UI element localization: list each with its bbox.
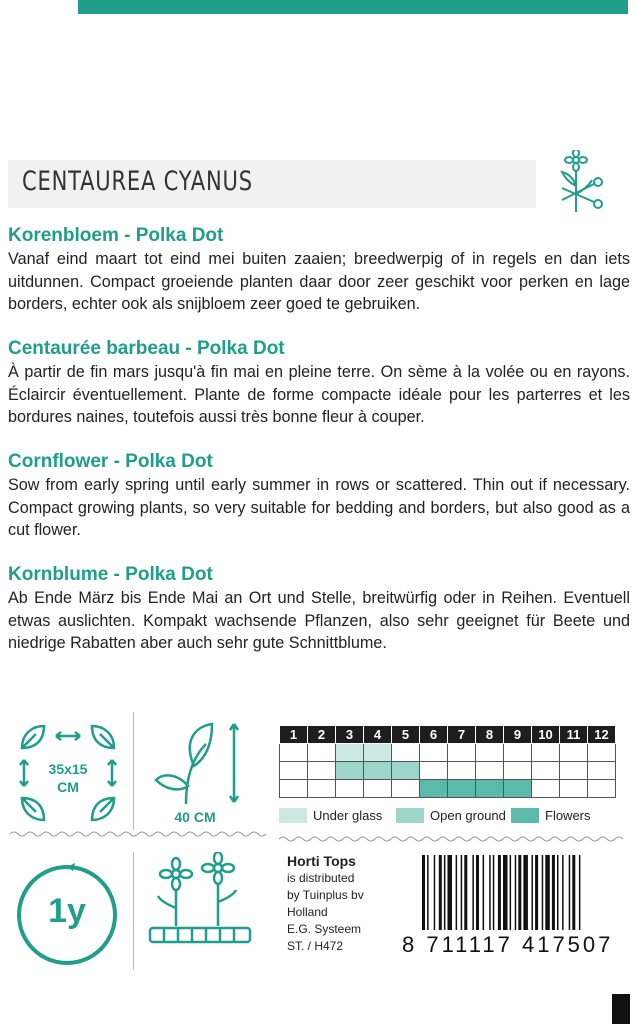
legend-swatch — [511, 808, 539, 823]
calendar-row — [280, 744, 616, 762]
barcode-bar — [545, 855, 550, 930]
wave-divider — [10, 830, 268, 838]
barcode-bar — [439, 855, 442, 930]
species-name: CENTAUREA CYANUS — [22, 166, 253, 197]
section-text: Vanaf eind maart tot eind mei buiten zaaien; breedwerpig of in regels en dan iets uitdunnen. Compact groeiende planten daar door zeer geschikt voor perken en lage borders, echter ook als snijbloem zeer goed te gebruiken. — [8, 250, 630, 313]
barcode-bar — [510, 855, 512, 930]
calendar-cell — [588, 762, 616, 780]
producer-line: is distributed — [287, 871, 355, 885]
section-title: Korenbloem - Polka Dot — [8, 225, 224, 246]
section-title: Cornflower - Polka Dot — [8, 451, 213, 472]
wave-divider — [279, 835, 624, 843]
barcode — [422, 855, 628, 930]
month-cell: 11 — [560, 726, 588, 744]
calendar-cell — [560, 762, 588, 780]
section-text: Sow from early spring until early summer in rows or scattered. Thin out if necessary. Compact growing plants, so very suitable for bedding and borders, but also good as a cut flower. — [8, 476, 630, 539]
calendar-cell — [280, 744, 308, 762]
plant-height-icon — [150, 718, 250, 808]
month-cell: 12 — [588, 726, 616, 744]
barcode-bar — [464, 855, 467, 930]
barcode-bar — [434, 855, 436, 930]
top-color-bar — [78, 0, 628, 14]
divider — [133, 712, 134, 830]
barcode-bar — [498, 855, 501, 930]
legend-label: Flowers — [545, 808, 591, 823]
legend-label: Under glass — [313, 808, 383, 823]
cycle-label: 1y — [48, 892, 86, 930]
barcode-bar — [444, 855, 446, 930]
barcode-number: 8 711117 417507 — [402, 932, 614, 957]
legend-swatch — [279, 808, 307, 823]
calendar-cell — [504, 780, 532, 798]
calendar-cell — [392, 780, 420, 798]
barcode-bar — [579, 855, 581, 930]
barcode-bar — [518, 855, 521, 930]
section-dutch — [8, 224, 630, 316]
calendar-row — [280, 762, 616, 780]
calendar-cell — [448, 762, 476, 780]
calendar-cell — [280, 762, 308, 780]
calendar-cell — [308, 780, 336, 798]
calendar-cell — [560, 744, 588, 762]
calendar-cell — [280, 780, 308, 798]
month-cell: 2 — [308, 726, 336, 744]
calendar-cell — [504, 762, 532, 780]
calendar-cell — [392, 762, 420, 780]
calendar-cell — [308, 762, 336, 780]
calendar-cell — [532, 744, 560, 762]
month-cell: 3 — [336, 726, 364, 744]
calendar-cell — [448, 744, 476, 762]
barcode-bar — [532, 855, 534, 930]
calendar-cell — [476, 762, 504, 780]
barcode-bar — [557, 855, 559, 930]
barcode-bar — [483, 855, 485, 930]
calendar-cell — [448, 780, 476, 798]
calendar-cell — [364, 744, 392, 762]
calendar-cell — [336, 780, 364, 798]
seedling-tray-icon — [146, 852, 256, 952]
calendar-cell — [308, 744, 336, 762]
divider — [133, 852, 134, 970]
sowing-calendar — [279, 725, 616, 798]
calendar-cell — [588, 744, 616, 762]
cut-flower-icon — [550, 150, 606, 216]
producer-line: E.G. Systeem — [287, 922, 362, 936]
barcode-bar — [515, 855, 517, 930]
section-title: Kornblume - Polka Dot — [8, 564, 213, 585]
month-cell: 6 — [420, 726, 448, 744]
producer-line: by Tuinplus bv — [287, 888, 364, 902]
legend-swatch — [396, 808, 424, 823]
height-label: 40 CM — [174, 809, 216, 825]
section-english — [8, 450, 630, 542]
calendar-cell — [532, 780, 560, 798]
barcode-bar — [427, 855, 429, 930]
calendar-row — [280, 780, 616, 798]
month-cell: 1 — [280, 726, 308, 744]
calendar-cell — [476, 744, 504, 762]
barcode-bar — [535, 855, 538, 930]
barcode-bar — [552, 855, 555, 930]
producer-name: Horti Tops — [287, 853, 356, 869]
month-cell: 7 — [448, 726, 476, 744]
barcode-bar — [569, 855, 571, 930]
calendar-cell — [392, 744, 420, 762]
calendar-cell — [504, 744, 532, 762]
calendar-cell — [364, 780, 392, 798]
barcode-bar — [523, 855, 528, 930]
producer-info — [287, 853, 364, 955]
calendar-cell — [364, 762, 392, 780]
corner-mark — [612, 994, 630, 1024]
calendar-header-row — [280, 726, 616, 744]
producer-line: Holland — [287, 905, 328, 919]
barcode-bar — [489, 855, 491, 930]
calendar-cell — [476, 780, 504, 798]
section-german — [8, 563, 630, 655]
month-cell: 5 — [392, 726, 420, 744]
legend-label: Open ground — [430, 808, 506, 823]
barcode-bar — [472, 855, 474, 930]
spacing-value: 35x15 — [48, 761, 88, 777]
barcode-bar — [456, 855, 458, 930]
month-cell: 9 — [504, 726, 532, 744]
barcode-bar — [542, 855, 544, 930]
barcode-bar — [461, 855, 463, 930]
month-cell: 8 — [476, 726, 504, 744]
section-text: À partir de fin mars jusqu'à fin mai en pleine terre. On sème à la volée ou en rayons. Éclaircir éventuellement. Plante de forme compacte idéale pour les parterres et les bordures naines, toutefois aussi très bonne fleur à couper. — [8, 363, 630, 426]
calendar-cell — [588, 780, 616, 798]
calendar-cell — [560, 780, 588, 798]
barcode-bar — [422, 855, 425, 930]
spacing-unit: CM — [57, 779, 79, 795]
spacing-label — [36, 760, 100, 796]
calendar-cell — [420, 780, 448, 798]
calendar-cell — [336, 744, 364, 762]
barcode-bar — [476, 855, 479, 930]
legend-open-ground — [396, 808, 506, 823]
month-cell: 10 — [532, 726, 560, 744]
producer-line: ST. / H472 — [287, 939, 344, 953]
calendar-cell — [532, 762, 560, 780]
legend-flowers — [511, 808, 591, 823]
barcode-bar — [448, 855, 453, 930]
barcode-bar — [493, 855, 495, 930]
section-text: Ab Ende März bis Ende Mai an Ort und Stelle, breitwürfig oder in Reihen. Eventuell etwas auslichten. Kompakt wachsende Pflanzen, also sehr geeignet für Beete und niedrige Rabatten aber auch sehr gute Schnittblume. — [8, 589, 630, 652]
calendar-cell — [420, 762, 448, 780]
section-french — [8, 337, 630, 429]
barcode-bar — [503, 855, 508, 930]
calendar-cell — [420, 744, 448, 762]
barcode-bar — [562, 855, 564, 930]
section-title: Centaurée barbeau - Polka Dot — [8, 338, 285, 359]
legend-under-glass — [279, 808, 382, 823]
barcode-bar — [572, 855, 575, 930]
month-cell: 4 — [364, 726, 392, 744]
calendar-cell — [336, 762, 364, 780]
